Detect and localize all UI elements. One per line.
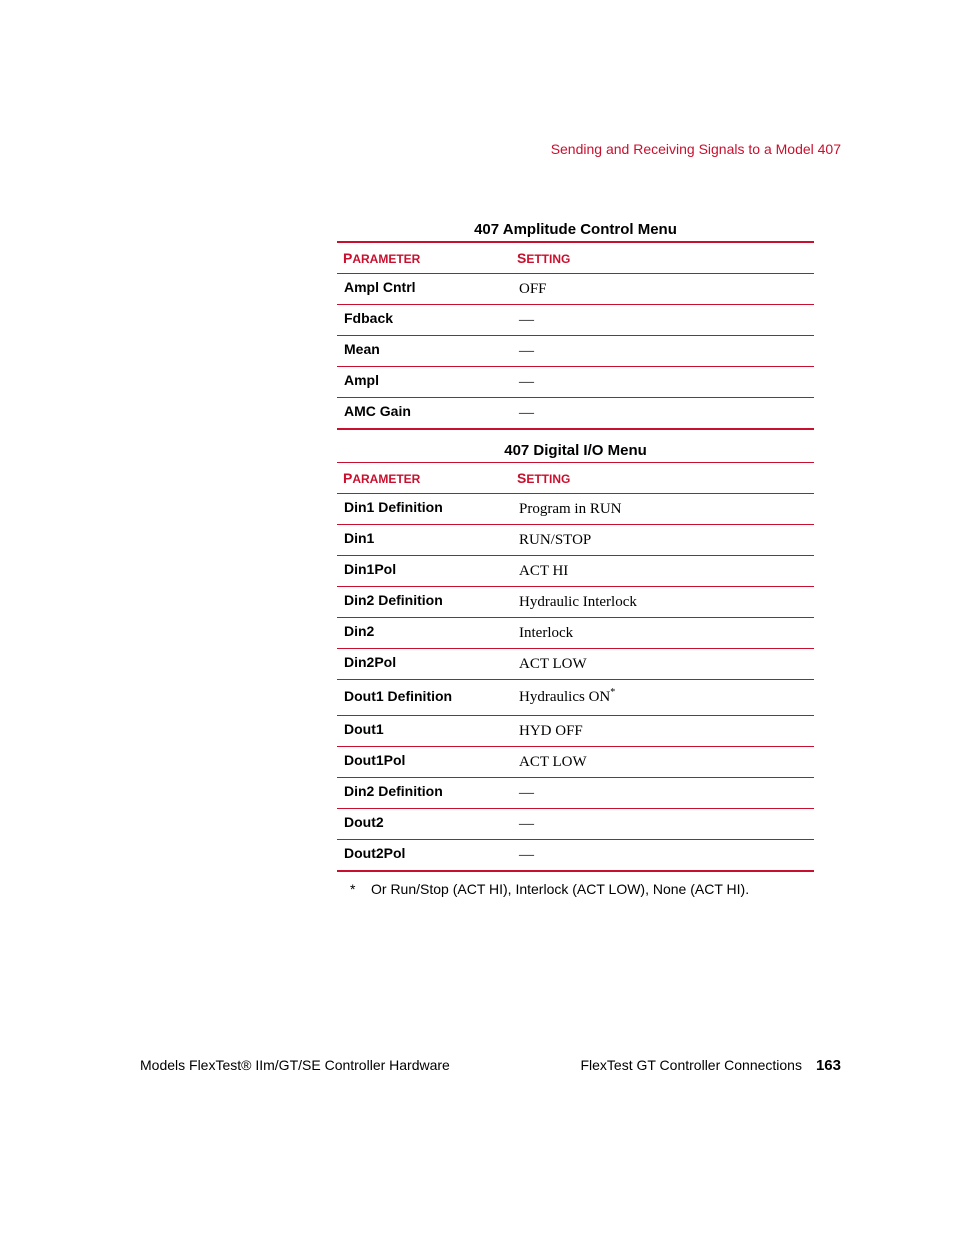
footer-book-title: Models FlexTest® IIm/GT/SE Controller Hardware xyxy=(140,1057,450,1073)
parameter-cell: Mean xyxy=(337,334,511,365)
parameter-cell: Dout2Pol xyxy=(337,838,511,870)
setting-cell: Hydraulics ON* xyxy=(511,680,814,716)
table-header-row xyxy=(337,463,814,494)
table-row xyxy=(337,494,814,525)
footnote-text: Or Run/Stop (ACT HI), Interlock (ACT LOW), None (ACT HI). xyxy=(371,881,750,897)
setting-cell: — xyxy=(511,336,814,367)
setting-cell: — xyxy=(511,367,814,398)
column-header-parameter: PARAMETER xyxy=(337,242,511,274)
setting-cell: — xyxy=(511,778,814,809)
parameter-cell: Dout1 Definition xyxy=(337,678,511,714)
table-row xyxy=(337,680,814,716)
setting-cell: ACT HI xyxy=(511,556,814,587)
parameter-cell: Din2 xyxy=(337,616,511,647)
parameter-cell: AMC Gain xyxy=(337,396,511,428)
running-header: Sending and Receiving Signals to a Model 407 xyxy=(550,141,841,157)
footnote-mark: * xyxy=(350,881,356,897)
footer-chapter xyxy=(580,1057,841,1074)
setting-cell: ACT LOW xyxy=(511,747,814,778)
parameter-cell: Dout1 xyxy=(337,714,511,745)
parameter-cell: Fdback xyxy=(337,303,511,334)
parameter-cell: Ampl xyxy=(337,365,511,396)
setting-cell: Hydraulic Interlock xyxy=(511,587,814,618)
table-row xyxy=(337,274,814,305)
table-row xyxy=(337,618,814,649)
column-header-setting: SETTING xyxy=(511,463,814,494)
parameter-cell: Din2 Definition xyxy=(337,585,511,616)
table-header-row xyxy=(337,242,814,274)
table-row xyxy=(337,556,814,587)
table-row xyxy=(337,587,814,618)
setting-cell: Interlock xyxy=(511,618,814,649)
setting-cell: — xyxy=(511,809,814,840)
table-row xyxy=(337,305,814,336)
setting-cell: Program in RUN xyxy=(511,494,814,525)
table-row xyxy=(337,747,814,778)
footer-chapter-title: FlexTest GT Controller Connections xyxy=(580,1057,802,1073)
setting-cell: RUN/STOP xyxy=(511,525,814,556)
parameter-cell: Din2Pol xyxy=(337,647,511,678)
digital-io-table xyxy=(337,440,814,872)
table-row xyxy=(337,336,814,367)
footnote-marker: * xyxy=(610,687,616,698)
table xyxy=(337,241,814,430)
table-title: 407 Digital I/O Menu xyxy=(504,442,647,459)
table-footnote xyxy=(350,881,749,897)
parameter-cell: Dout1Pol xyxy=(337,745,511,776)
table-row xyxy=(337,525,814,556)
setting-cell: OFF xyxy=(511,274,814,305)
setting-cell: ACT LOW xyxy=(511,649,814,680)
parameter-cell: Ampl Cntrl xyxy=(337,272,511,303)
amplitude-control-table xyxy=(337,219,814,430)
table-title: 407 Amplitude Control Menu xyxy=(474,221,677,238)
table xyxy=(337,462,814,872)
table-row xyxy=(337,716,814,747)
parameter-cell: Din2 Definition xyxy=(337,776,511,807)
table-row xyxy=(337,809,814,840)
column-header-parameter: PARAMETER xyxy=(337,463,511,494)
table-row xyxy=(337,840,814,872)
table-row xyxy=(337,398,814,430)
setting-cell: — xyxy=(511,305,814,336)
setting-cell: — xyxy=(511,398,814,430)
setting-cell: — xyxy=(511,840,814,872)
parameter-cell: Dout2 xyxy=(337,807,511,838)
page-number: 163 xyxy=(815,1057,841,1074)
parameter-cell: Din1Pol xyxy=(337,554,511,585)
table-row xyxy=(337,649,814,680)
setting-cell: HYD OFF xyxy=(511,716,814,747)
column-header-setting: SETTING xyxy=(511,242,814,274)
parameter-cell: Din1 Definition xyxy=(337,492,511,523)
table-row xyxy=(337,367,814,398)
parameter-cell: Din1 xyxy=(337,523,511,554)
table-row xyxy=(337,778,814,809)
